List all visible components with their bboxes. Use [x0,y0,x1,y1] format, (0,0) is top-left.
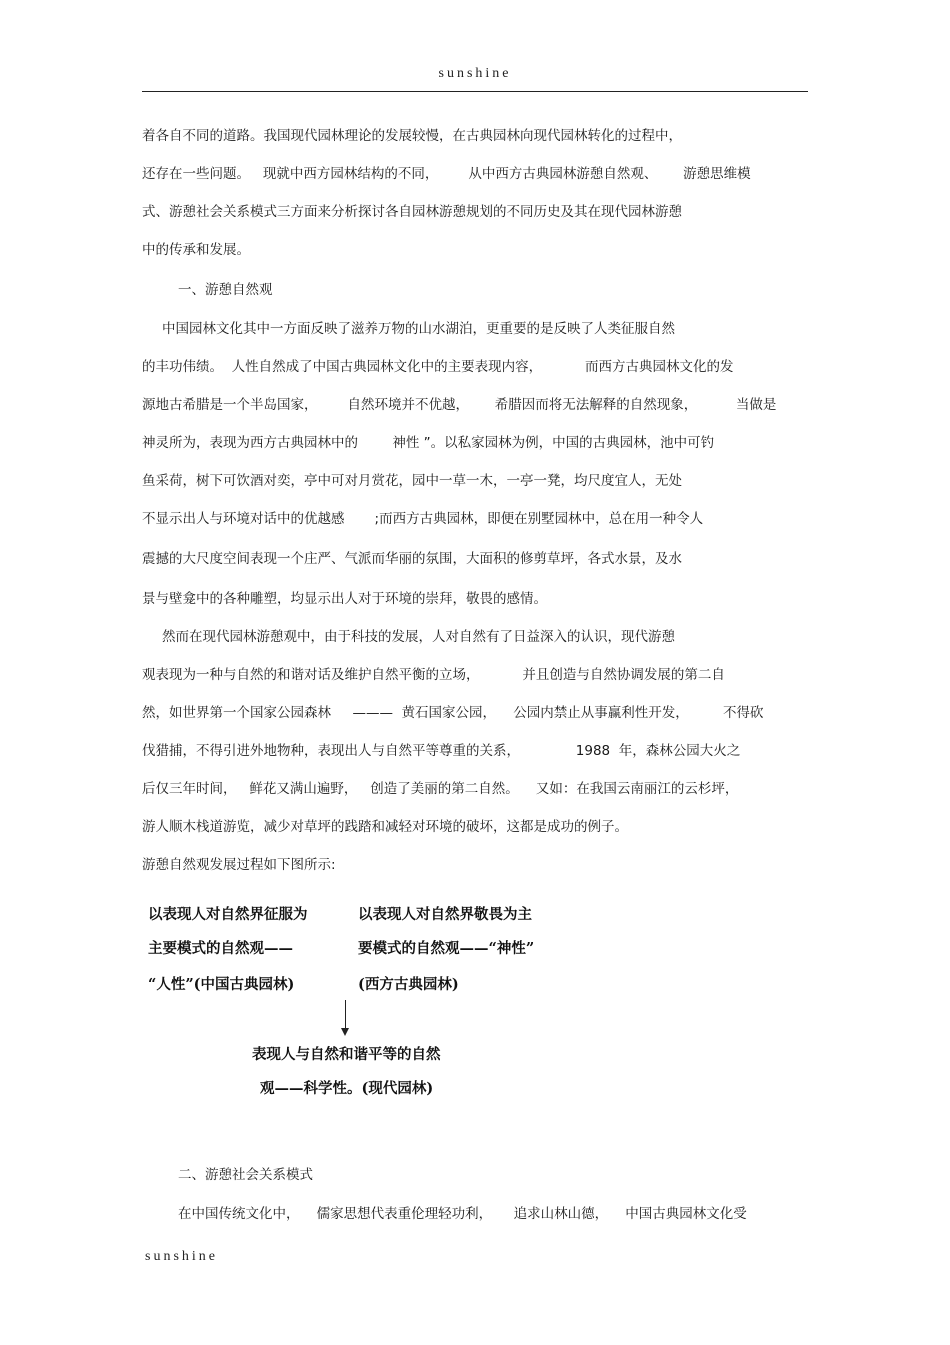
body-line: 式、游憩社会关系模式三方面来分析探讨各自园林游憩规划的不同历史及其在现代园林游憩 [142,204,682,220]
right-box-line: (西方古典园林) [358,976,459,993]
nature-view-diagram [142,900,562,1110]
bottom-box-line: 观——科学性。(现代园林) [260,1080,434,1097]
body-line: 在中国传统文化中， 儒家思想代表重伦理轻功利， 追求山林山德， 中国古典园林文化受 [178,1206,747,1222]
header-divider [142,91,808,92]
left-box-line: 主要模式的自然观—— [148,940,293,957]
body-line: 游人顺木栈道游览，减少对草坪的践踏和减轻对环境的破坏，这都是成功的例子。 [142,819,628,835]
section-heading: 二、游憩社会关系模式 [178,1167,313,1183]
right-box-line: 以表现人对自然界敬畏为主 [358,906,532,923]
body-line: 还存在一些问题。 现就中西方园林结构的不同， 从中西方古典园林游憩自然观、 游憩思维模 [142,166,751,182]
body-line: 源地古希腊是一个半岛国家， 自然环境并不优越， 希腊因而将无法解释的自然现象， 当做是 [142,397,777,413]
body-line: 不显示出人与环境对话中的优越感 ;而西方古典园林，即便在别墅园林中，总在用一种令人 [142,511,704,527]
left-box-line: “人性”(中国古典园林) [148,976,295,993]
left-box-line: 以表现人对自然界征服为 [148,906,308,923]
body-line: 后仅三年时间， 鲜花又满山遍野， 创造了美丽的第二自然。 又如：在我国云南丽江的云杉坪， [142,781,739,797]
body-line: 着各自不同的道路。我国现代园林理论的发展较慢，在古典园林向现代园林转化的过程中， [142,128,682,144]
body-line: 观表现为一种与自然的和谐对话及维护自然平衡的立场， 并且创造与自然协调发展的第二自 [142,667,725,683]
body-line: 中的传承和发展。 [142,242,250,258]
down-arrow-shaft [345,1000,346,1030]
right-box-line: 要模式的自然观——“神性” [358,940,535,957]
body-line: 中国园林文化其中一方面反映了滋养万物的山水湖泊，更重要的是反映了人类征服自然 [162,321,675,337]
body-line: 景与壁龛中的各种雕塑，均显示出人对于环境的崇拜，敬畏的感情。 [142,591,547,607]
body-line: 然而在现代园林游憩观中，由于科技的发展，人对自然有了日益深入的认识，现代游憩 [162,629,675,645]
page-header: sunshine [438,66,512,81]
section-heading: 一、游憩自然观 [178,282,273,298]
bottom-box-line: 表现人与自然和谐平等的自然 [252,1046,441,1063]
figure-caption: 游憩自然观发展过程如下图所示: [142,857,336,873]
body-line: 神灵所为，表现为西方古典园林中的 神性 ”。以私家园林为例，中国的古典园林，池中可钓 [142,435,715,451]
body-line: 伐猎捕，不得引进外地物种，表现出人与自然平等尊重的关系， 1988 年，森林公园大火之 [142,743,741,759]
page-footer: sunshine [145,1249,218,1264]
down-arrow-icon [341,1028,349,1036]
body-line: 鱼采荷，树下可饮酒对奕，亭中可对月赏花，园中一草一木，一亭一凳，均尺度宜人，无处 [142,473,682,489]
body-line: 然，如世界第一个国家公园森林 ——— 黄石国家公园， 公园内禁止从事赢利性开发， 不得砍 [142,705,764,721]
body-line: 震撼的大尺度空间表现一个庄严、气派而华丽的氛围，大面积的修剪草坪，各式水景，及水 [142,551,682,567]
body-line: 的丰功伟绩。 人性自然成了中国古典园林文化中的主要表现内容， 而西方古典园林文化的发 [142,359,734,375]
